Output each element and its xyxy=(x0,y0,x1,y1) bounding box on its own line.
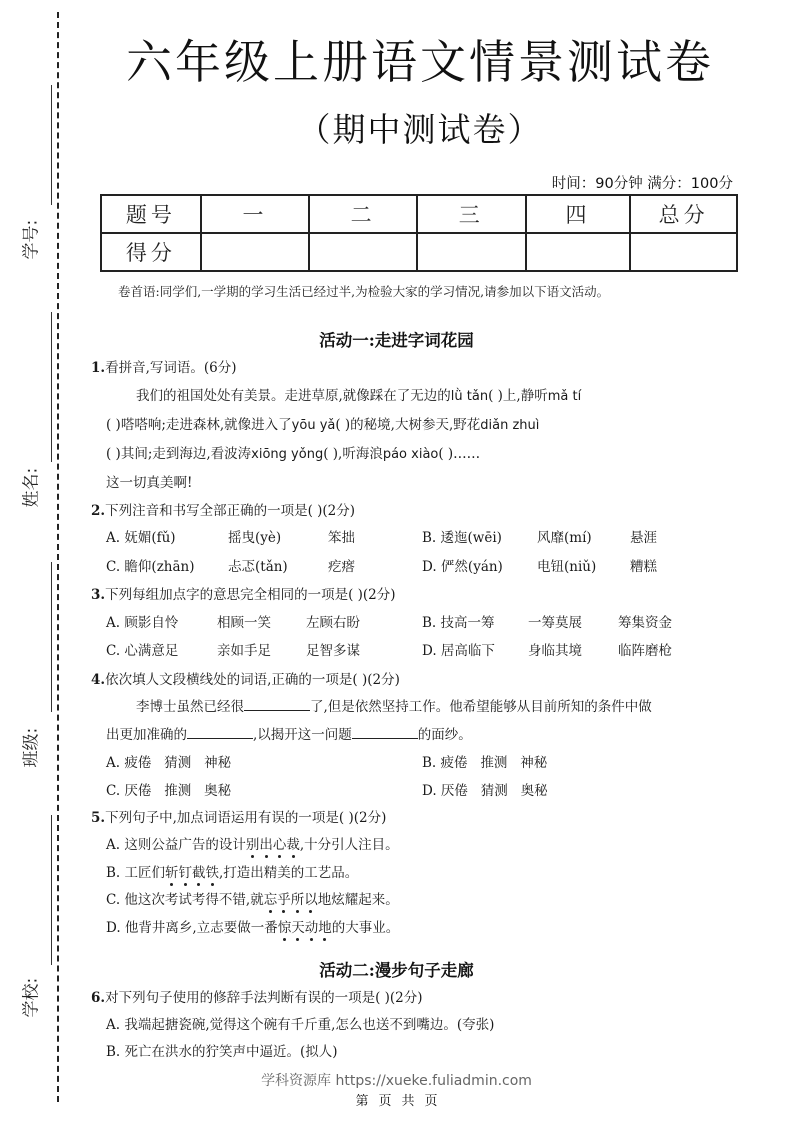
score-cell-3[interactable] xyxy=(417,233,526,271)
question-number: 4. xyxy=(91,672,106,688)
q2-option-b2: 风靡(mí) xyxy=(537,530,592,546)
passage-text: 了,但是依然坚持工作。他希望能够从目前所知的条件中做 xyxy=(310,699,652,715)
q3-option-c1[interactable]: C. 心满意足 xyxy=(106,643,179,659)
header-cell: 总分 xyxy=(630,195,737,233)
q3-option-b1[interactable]: B. 技高一筹 xyxy=(422,615,495,631)
intro-text: 卷首语:同学们,一学期的学习生活已经过半,为检验大家的学习情况,请参加以下语文活动。 xyxy=(118,284,610,299)
question-stem: 看拼音,写词语。(6分) xyxy=(105,360,237,376)
header-cell: 四 xyxy=(526,195,631,233)
student-id-rule[interactable] xyxy=(51,85,52,205)
q4-passage-line-1 xyxy=(136,695,652,715)
option-text: C. 他这次考试考得不错,就 xyxy=(106,892,264,908)
student-id-label: 学号: xyxy=(21,219,42,260)
q1-line-2 xyxy=(106,413,539,433)
fill-blank-1[interactable] xyxy=(244,699,310,711)
question-6 xyxy=(91,986,423,1006)
pinyin: diǎn zhuì xyxy=(480,418,540,433)
q4-option-d[interactable]: D. 厌倦 猜测 奥秘 xyxy=(422,783,548,799)
section-title-1: 活动一:走进字词花园 xyxy=(319,331,474,350)
q3-option-d3: 临阵磨枪 xyxy=(618,643,672,659)
question-4 xyxy=(91,668,400,688)
q4-option-c[interactable]: C. 厌倦 推测 奥秘 xyxy=(106,783,232,799)
header-cell: 题号 xyxy=(101,195,201,233)
score-cell-1[interactable] xyxy=(201,233,310,271)
page-title: 六年级上册语文情景测试卷 xyxy=(126,35,714,89)
q3-option-a2: 相顾一笑 xyxy=(217,615,271,631)
q2-option-c2: 忐忑(tǎn) xyxy=(228,559,288,575)
q5-option-c[interactable] xyxy=(106,888,399,908)
score-table xyxy=(100,194,738,272)
class-rule[interactable] xyxy=(51,562,52,712)
score-table-header-row xyxy=(101,195,737,233)
fill-blank-3[interactable] xyxy=(352,727,418,739)
pinyin: páo xiào xyxy=(382,447,439,462)
q2-option-d3: 糟糕 xyxy=(630,559,657,575)
q3-option-d2: 身临其境 xyxy=(528,643,582,659)
option-text: ,十分引人注目。 xyxy=(299,837,399,853)
question-stem: 下列句子中,加点词语运用有误的一项是( )(2分) xyxy=(105,810,387,826)
fill-blank-2[interactable] xyxy=(187,727,253,739)
q2-option-a3: 笨拙 xyxy=(328,530,355,546)
q2-option-d2: 电钮(niǔ) xyxy=(537,559,597,575)
passage-text: 的面纱。 xyxy=(417,727,472,743)
q2-option-a2: 摇曳(yè) xyxy=(228,530,282,546)
q2-option-c3: 疙瘩 xyxy=(328,559,355,575)
question-number: 2. xyxy=(91,503,106,519)
answer-blank[interactable]: ( )…… xyxy=(438,446,481,462)
q6-option-a[interactable]: A. 我端起搪瓷碗,觉得这个碗有千斤重,怎么也送不到嘴边。(夸张) xyxy=(106,1017,495,1033)
page-subtitle: （期中测试卷） xyxy=(297,110,543,149)
question-2 xyxy=(91,499,355,519)
option-text: 的大事业。 xyxy=(331,920,400,936)
question-number: 6. xyxy=(91,990,106,1006)
page-part: 共 xyxy=(401,1094,415,1109)
question-stem: 下列注音和书写全部正确的一项是( )(2分) xyxy=(105,503,356,519)
q2-option-d1[interactable]: D. 俨然(yán) xyxy=(422,559,503,575)
q2-option-b3: 悬涯 xyxy=(630,530,657,546)
q4-passage-line-2 xyxy=(106,723,472,743)
option-text: D. 他背井离乡,立志要做一番 xyxy=(106,920,278,936)
school-rule[interactable] xyxy=(51,815,52,965)
q3-option-d1[interactable]: D. 居高临下 xyxy=(422,643,495,659)
emphasized-phrase: 别出心裁 xyxy=(246,837,300,853)
passage-text: 我们的祖国处处有美景。走进草原,就像踩在了无边的 xyxy=(136,388,451,404)
q3-option-a3: 左顾右盼 xyxy=(306,615,360,631)
question-1 xyxy=(91,356,237,376)
name-label: 姓名: xyxy=(21,467,42,508)
score-cell-4[interactable] xyxy=(526,233,631,271)
question-number: 1. xyxy=(91,360,106,376)
page-number xyxy=(0,1090,793,1109)
page-part: 第 xyxy=(355,1094,369,1109)
source-watermark: 学科资源库 https://xueke.fuliadmin.com xyxy=(261,1073,532,1089)
score-cell-total[interactable] xyxy=(630,233,737,271)
answer-blank[interactable]: ( )其间;走到海边,看波涛 xyxy=(106,446,252,462)
answer-blank[interactable]: ( )的秘境,大树参天,野花 xyxy=(335,417,481,433)
q3-option-a1[interactable]: A. 顾影自怜 xyxy=(106,615,179,631)
class-label: 班级: xyxy=(21,727,42,768)
score-cell-2[interactable] xyxy=(309,233,417,271)
answer-blank[interactable]: ( )嗒嗒响;走进森林,就像进入了 xyxy=(106,417,292,433)
section-title-2: 活动二:漫步句子走廊 xyxy=(319,961,474,980)
binding-dashed-line xyxy=(57,12,59,1102)
question-3 xyxy=(91,583,396,603)
option-text: 地炫耀起来。 xyxy=(317,892,399,908)
page-part: 页 xyxy=(378,1094,392,1109)
answer-blank[interactable]: ( ),听海浪 xyxy=(323,446,383,462)
pinyin: mǎ tí xyxy=(547,389,582,404)
emphasized-phrase: 惊天动地 xyxy=(278,920,332,936)
school-label: 学校: xyxy=(21,977,42,1018)
pinyin: xiōng yǒng xyxy=(251,447,324,462)
header-cell: 三 xyxy=(417,195,526,233)
q2-option-a1[interactable]: A. 妩媚(fǔ) xyxy=(106,530,176,546)
emphasized-phrase: 斩钉截铁 xyxy=(165,865,219,881)
pinyin: lǜ tǎn xyxy=(450,389,489,404)
q5-option-d[interactable] xyxy=(106,916,399,936)
page-part: 页 xyxy=(424,1094,438,1109)
option-text: ,打造出精美的工艺品。 xyxy=(219,865,359,881)
question-stem: 下列每组加点字的意思完全相同的一项是( )(2分) xyxy=(105,587,396,603)
question-stem: 依次填人文段横线处的词语,正确的一项是( )(2分) xyxy=(105,672,400,688)
question-number: 3. xyxy=(91,587,106,603)
passage-text: 出更加准确的 xyxy=(106,727,187,743)
score-table-score-row xyxy=(101,233,737,271)
score-row-label: 得分 xyxy=(101,233,201,271)
q6-option-b[interactable]: B. 死亡在洪水的狞笑声中逼近。(拟人) xyxy=(106,1044,338,1060)
option-text: A. 这则公益广告的设计 xyxy=(106,837,246,853)
option-text: B. 工匠们 xyxy=(106,865,166,881)
question-stem: 对下列句子使用的修辞手法判断有误的一项是( )(2分) xyxy=(105,990,423,1006)
q4-option-b[interactable]: B. 疲倦 推测 神秘 xyxy=(422,755,548,771)
passage-text: ,以揭开这一问题 xyxy=(253,727,352,743)
pinyin: yōu yǎ xyxy=(291,418,336,433)
q1-line-1 xyxy=(136,384,581,404)
q2-option-c1[interactable]: C. 瞻仰(zhān) xyxy=(106,559,195,575)
q2-option-b1[interactable]: B. 逶迤(wēi) xyxy=(422,530,502,546)
q4-option-a[interactable]: A. 疲倦 猜测 神秘 xyxy=(106,755,232,771)
q5-option-b[interactable] xyxy=(106,861,358,881)
q3-option-c3: 足智多谋 xyxy=(306,643,360,659)
q3-option-c2: 亲如手足 xyxy=(217,643,271,659)
emphasized-phrase: 忘乎所以 xyxy=(264,892,318,908)
q3-option-b3: 筹集资金 xyxy=(618,615,672,631)
q1-line-3 xyxy=(106,442,480,462)
q3-option-b2: 一筹莫展 xyxy=(528,615,582,631)
question-5 xyxy=(91,806,386,826)
exam-meta: 时间：90分钟 满分：100分 xyxy=(551,176,733,192)
q1-line-4: 这一切真美啊! xyxy=(106,475,193,491)
question-number: 5. xyxy=(91,810,106,826)
q5-option-a[interactable] xyxy=(106,833,399,853)
answer-blank[interactable]: ( )上,静听 xyxy=(488,388,548,404)
header-cell: 一 xyxy=(201,195,310,233)
passage-text: 李博士虽然已经很 xyxy=(136,699,244,715)
header-cell: 二 xyxy=(309,195,417,233)
